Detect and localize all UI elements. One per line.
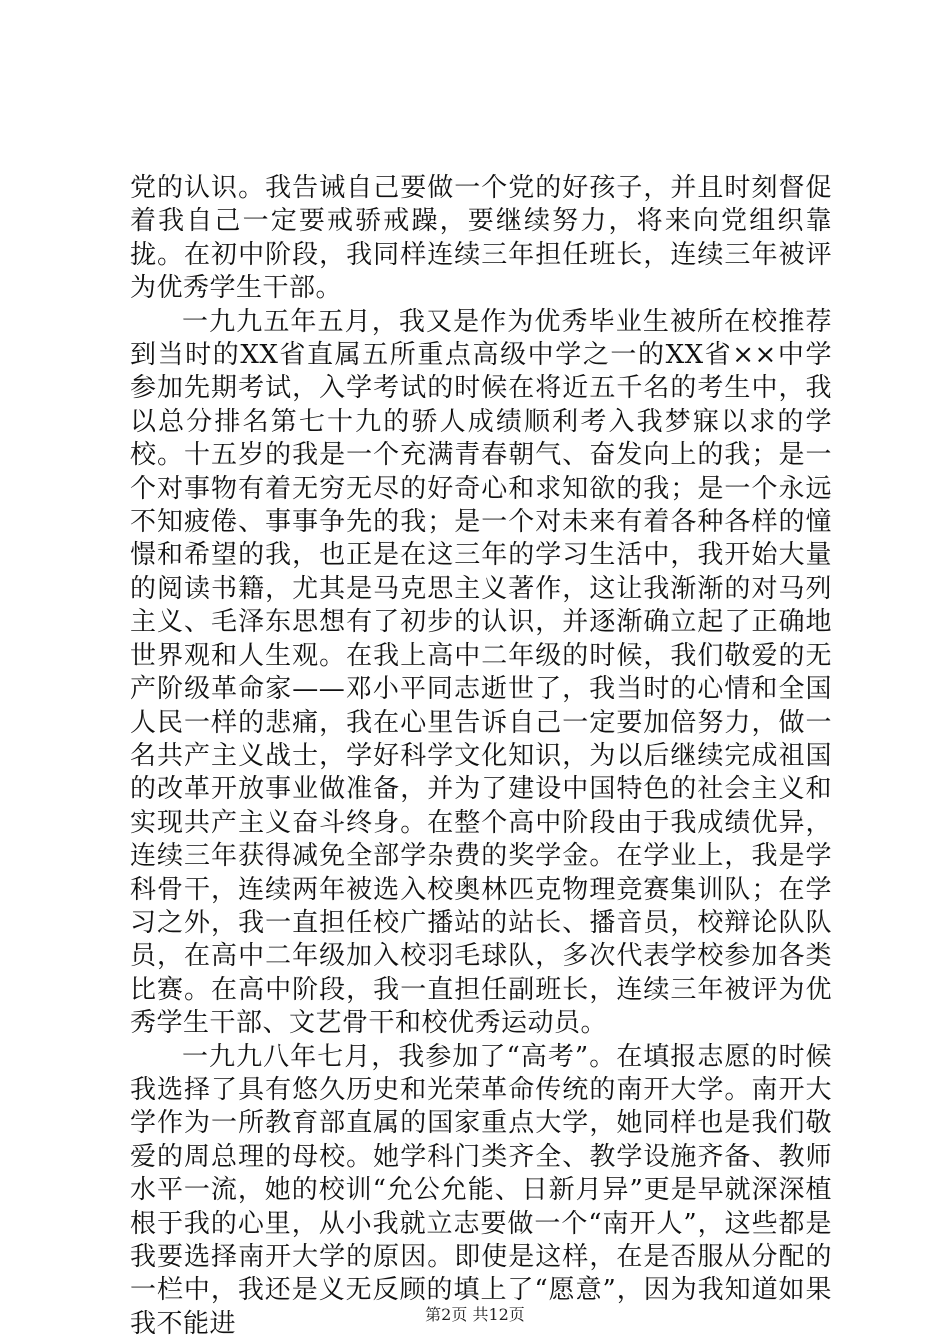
paragraph: 党的认识。我告诫自己要做一个党的好孩子，并且时刻督促着我自己一定要戒骄戒躁，要继续努力，将来向党组织靠拢。在初中阶段，我同样连续三年担任班长，连续三年被评为优秀学生干部。 bbox=[130, 173, 832, 304]
paragraph: 一九九八年七月，我参加了“高考”。在填报志愿的时候我选择了具有悠久历史和光荣革命传统的南开大学。南开大学作为一所教育部直属的国家重点大学，她同样也是我们敬爱的周总理的母校。她学科门类齐全、教学设施齐备、教师水平一流，她的校训“允公允能、日新月异”更是早就深深植根于我的心里，从小我就立志要做一个“南开人”，这些都是我要选择南开大学的原因。即使是这样，在是否服从分配的一栏中，我还是义无反顾的填上了“愿意”，因为我知道如果我不能进 bbox=[130, 1041, 832, 1339]
page-footer: 第2页 共12页 bbox=[425, 1305, 525, 1324]
paragraph: 一九九五年五月，我又是作为优秀毕业生被所在校推荐到当时的XX省直属五所重点高级中学之一的XX省××中学参加先期考试，入学考试的时候在将近五千名的考生中，我以总分排名第七十九的骄人成绩顺利考入我梦寐以求的学校。十五岁的我是一个充满青春朝气、奋发向上的我；是一个对事物有着无穷无尽的好奇心和求知欲的我；是一个永远不知疲倦、事事争先的我；是一个对未来有着各种各样的憧憬和希望的我，也正是在这三年的学习生活中，我开始大量的阅读书籍，尤其是马克思主义著作，这让我渐渐的对马列主义、毛泽东思想有了初步的认识，并逐渐确立起了正确地世界观和人生观。在我上高中二年级的时候，我们敬爱的无产阶级革命家——邓小平同志逝世了，我当时的心情和全国人民一样的悲痛，我在心里告诉自己一定要加倍努力，做一名共产主义战士，学好科学文化知识，为以后继续完成祖国的改革开放事业做准备，并为了建设中国特色的社会主义和实现共产主义奋斗终身。在整个高中阶段由于我成绩优异，连续三年获得减免全部学杂费的奖学金。在学业上，我是学科骨干，连续两年被选入校奥林匹克物理竞赛集训队；在学习之外，我一直担任校广播站的站长、播音员，校辩论队队员，在高中二年级加入校羽毛球队，多次代表学校参加各类比赛。在高中阶段，我一直担任副班长，连续三年被评为优秀学生干部、文艺骨干和校优秀运动员。 bbox=[130, 306, 832, 1039]
body-text bbox=[130, 172, 832, 1341]
